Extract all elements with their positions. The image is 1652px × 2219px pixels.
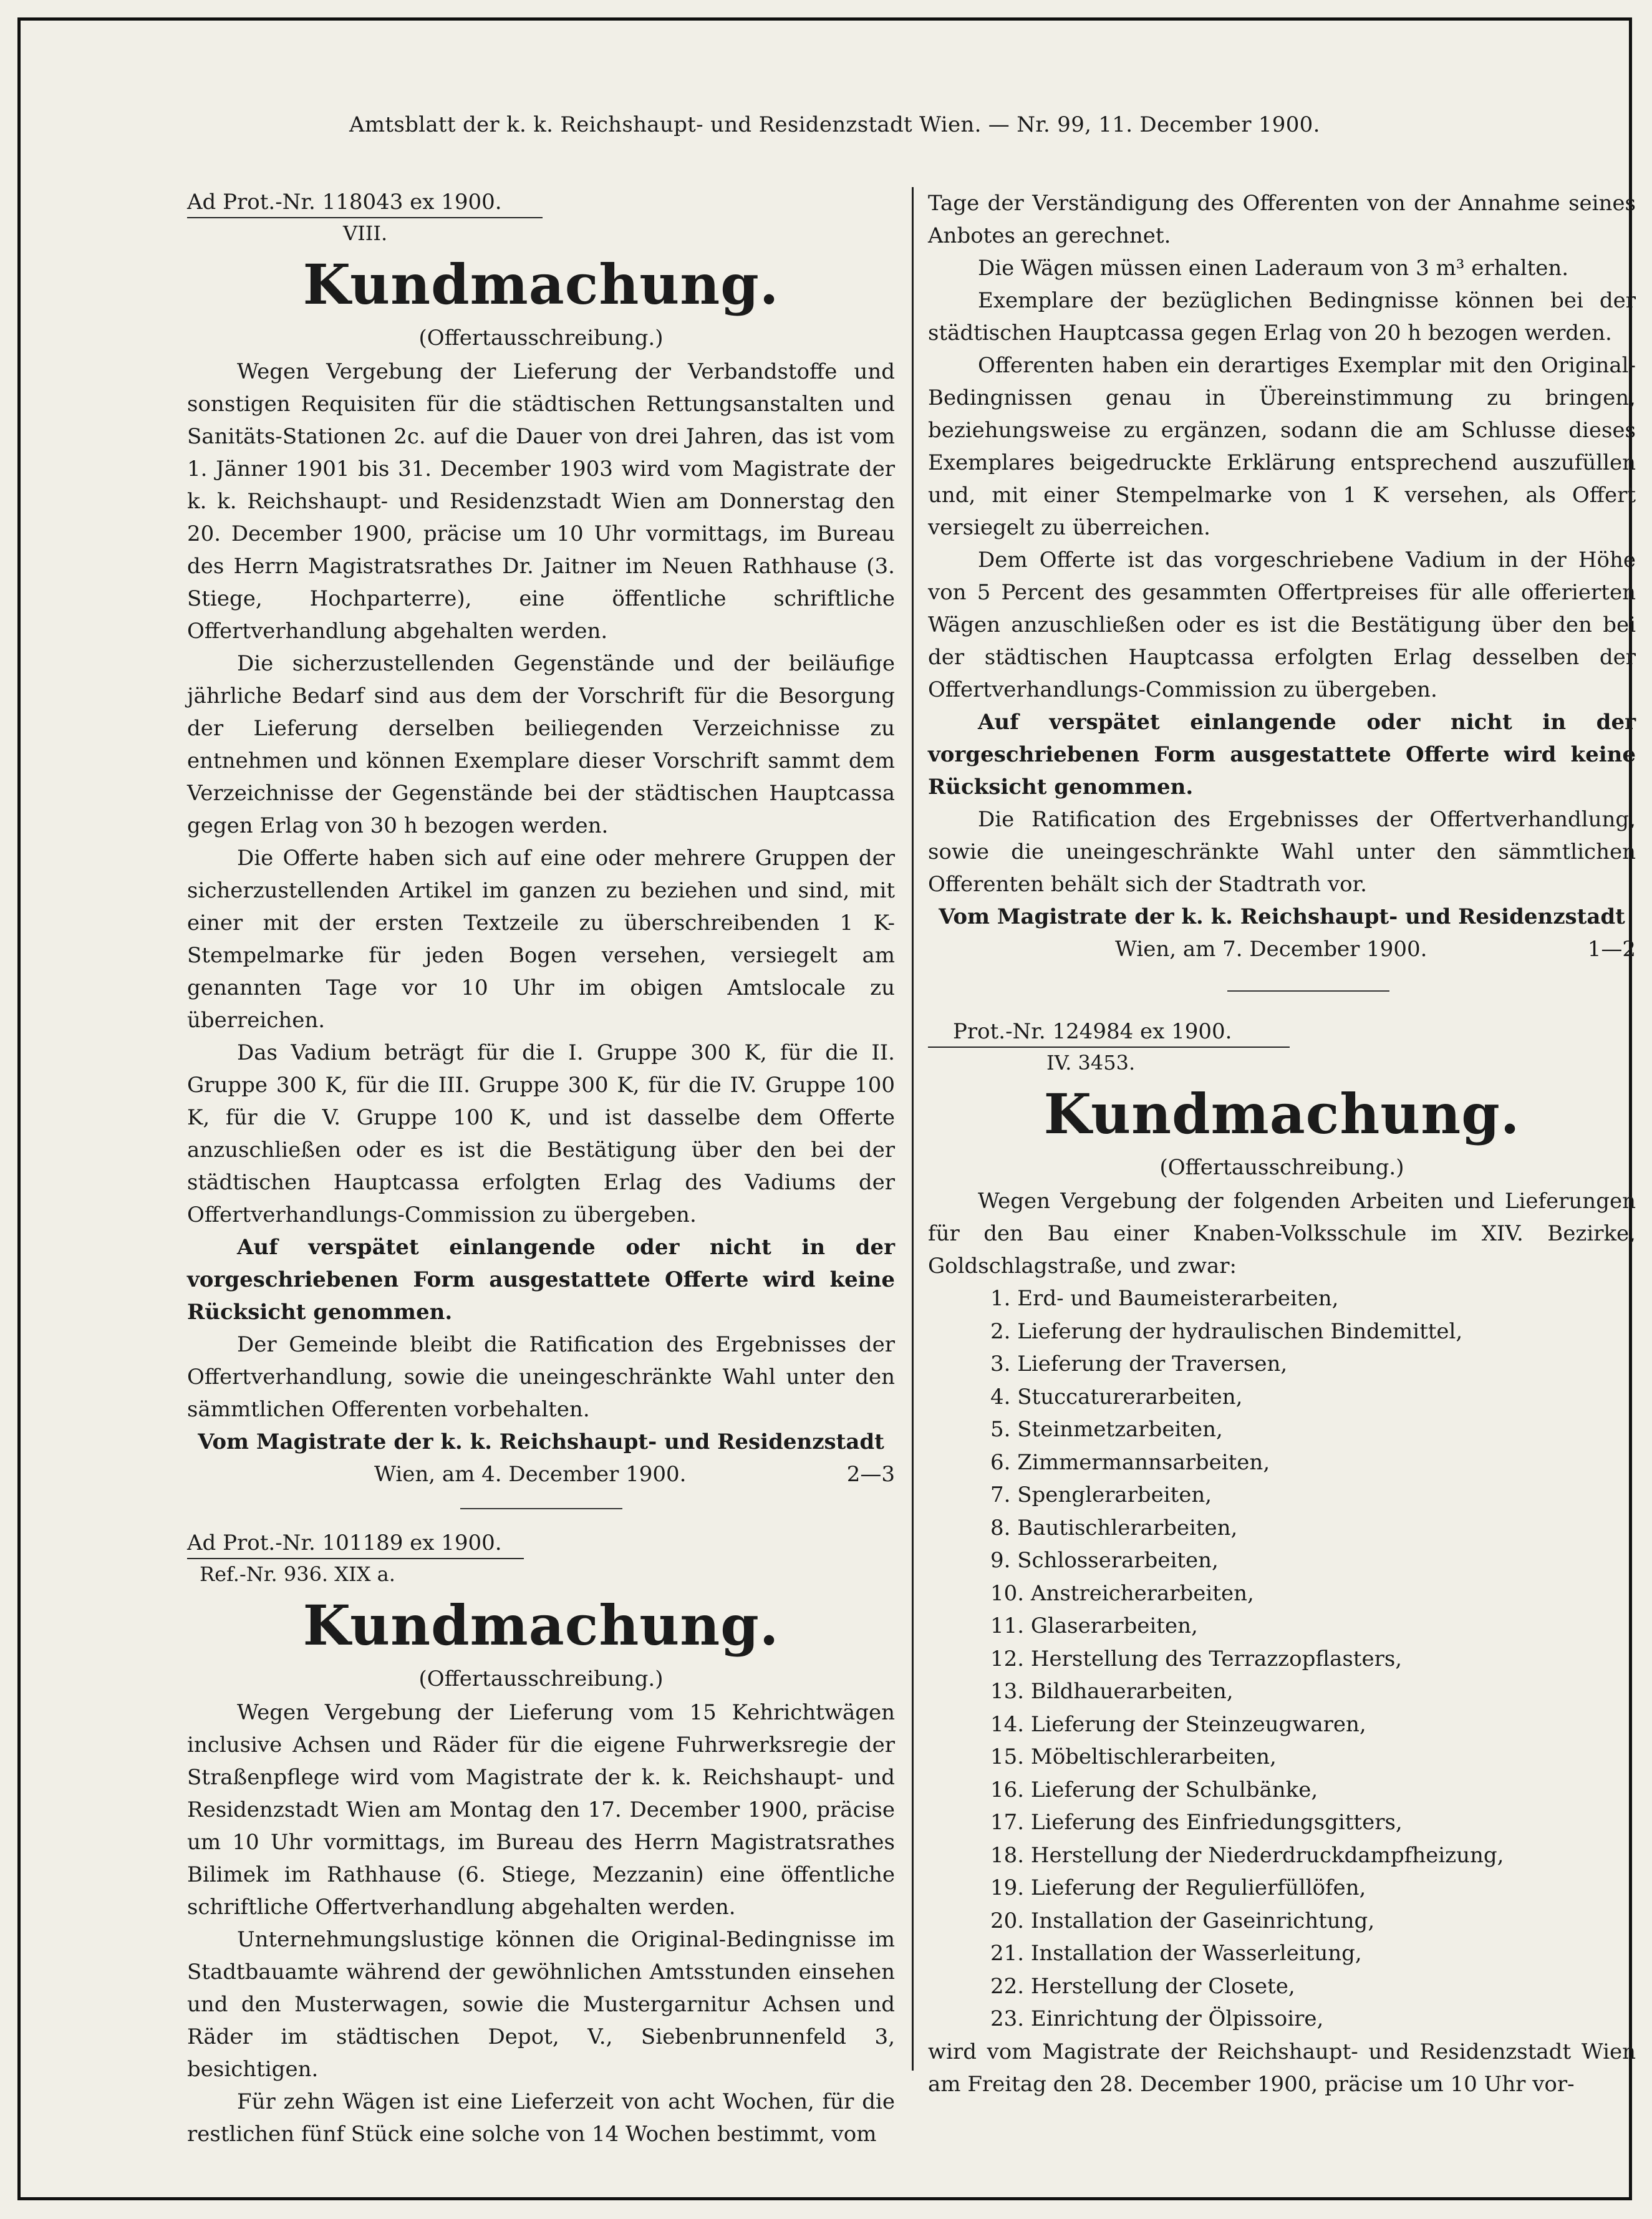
list-item: 9. Schlosserarbeiten, [990, 1548, 1219, 1573]
notice2-title: Kundmachung. [302, 1593, 780, 1658]
notice1-paragraph-2: Die sicherzustellenden Gegenstände und der beiläufige jährliche Bedarf sind aus dem der Vorschrift für die Besorgung der Lieferung derselben beiliegenden Verzeichnisse zu entnehmen und können Exemplare dieser Vorschrift sammt dem Verzeichnisse der Gegenstände bei der städtischen Hauptcassa gegen Erlag von 30 h bezogen werden. [187, 651, 895, 838]
list-item: 1. Erd- und Baumeisterarbeiten, [990, 1286, 1339, 1311]
list-item: 6. Zimmermannsarbeiten, [990, 1449, 1270, 1475]
notice3-reference [928, 1017, 1636, 1078]
list-item: 12. Herstellung des Terrazzopflasters, [990, 1646, 1403, 1671]
list-item: 17. Lieferung des Einfriedungsgitters, [990, 1810, 1403, 1835]
notice2-paragraph-1: Wegen Vergebung der Lieferung vom 15 Kehrichtwägen inclusive Achsen und Räder für die eigene Fuhrwerksregie der Straßenpflege wird vom Magistrate der k. k. Reichshaupt- und Residenzstadt Wien am Montag den 17. December 1900, präcise um 10 Uhr vormittags, im Bureau des Herrn Magistratsrathes Bilimek im Rathhause (6. Stiege, Mezzanin) eine öffentliche schriftliche Offertverhandlung abgehalten werden. [187, 1700, 895, 1920]
left-column [187, 187, 895, 2150]
notice1-reference [187, 187, 895, 248]
list-item: 22. Herstellung der Closete, [990, 1973, 1295, 1999]
notice1-section: VIII. [343, 221, 388, 245]
notice1-paragraph-5-text: Auf verspätet einlangende oder nicht in der vorgeschriebenen Form ausgestattete Offerte wird keine Rücksicht genommen. [187, 1235, 895, 1325]
notice1-issue-number: 2—3 [846, 1462, 895, 1487]
list-item: 2. Lieferung der hydraulischen Bindemittel, [990, 1318, 1463, 1344]
notice-separator [460, 1508, 622, 1509]
notice3-title: Kundmachung. [1043, 1081, 1520, 1146]
notice1-protocol-number: Ad Prot.-Nr. 118043 ex 1900. [187, 187, 543, 218]
notice2-paragraph-3-continued: Tage der Verständigung des Offerenten von der Annahme seines Anbotes an gerechnet. [928, 191, 1636, 248]
notice2-paragraph-8 [928, 706, 1636, 803]
right-column [928, 187, 1636, 2101]
notice1-paragraph-1: Wegen Vergebung der Lieferung der Verbandstoffe und sonstigen Requisiten für die städtischen Rettungsanstalten und Sanitäts-Stationen 2c. auf die Dauer von drei Jahren, das ist vom 1. Jänner 1901 bis 31. December 1903 wird vom Magistrate der k. k. Reichshaupt- und Residenzstadt Wien am Donnerstag den 20. December 1900, präcise um 10 Uhr vormittags, im Bureau des Herrn Magistratsrathes Dr. Jaitner im Neuen Rathhause (3. Stiege, Hochparterre), eine öffentliche schriftliche Offertverhandlung abgehalten werden. [187, 359, 895, 644]
notice2-paragraph-6: Offerenten haben ein derartiges Exemplar mit den Original-Bedingnissen genau in Übereinstimmung zu bringen, beziehungsweise zu ergänzen, sodann die am Schlusse dieses Exemplares beigedruckte Erklärung entsprechend auszufüllen und, mit einer Stempelmarke von 1 K versehen, als Offert versiegelt zu überreichen. [928, 353, 1636, 540]
column-divider [912, 187, 914, 2071]
notice3-section: IV. 3453. [1046, 1051, 1136, 1075]
notice2-place-date: Wien, am 7. December 1900. [1115, 937, 1427, 962]
list-item: 21. Installation der Wasserleitung, [990, 1941, 1362, 1966]
page-header: Amtsblatt der k. k. Reichshaupt- und Residenzstadt Wien. — Nr. 99, 11. December 1900. [349, 112, 1320, 137]
notice2-paragraph-5: Exemplare der bezüglichen Bedingnisse können bei der städtischen Hauptcassa gegen Erlag von 20 h bezogen werden. [928, 288, 1636, 346]
list-item: 16. Lieferung der Schulbänke, [990, 1777, 1318, 1802]
notice2-paragraph-7: Dem Offerte ist das vorgeschriebene Vadium in der Höhe von 5 Percent des gesammten Offertpreises für alle offerierten Wägen anzuschließen oder es ist die Bestätigung über den bei der städtischen Hauptcassa erfolgten Erlag desselben der Offertverhandlungs-Commission zu übergeben. [928, 548, 1636, 702]
list-item: 10. Anstreicherarbeiten, [990, 1580, 1254, 1606]
list-item: 13. Bildhauerarbeiten, [990, 1679, 1234, 1704]
notice1-paragraph-6: Der Gemeinde bleibt die Ratification des Ergebnisses der Offertverhandlung, sowie die uneingeschränkte Wahl unter den sämmtlichen Offerenten vorbehalten. [187, 1332, 895, 1422]
notice1-subtitle: (Offertausschreibung.) [418, 326, 664, 350]
list-item: 5. Steinmetzarbeiten, [990, 1417, 1223, 1442]
list-item: 20. Installation der Gaseinrichtung, [990, 1908, 1375, 1933]
notice1-place-date: Wien, am 4. December 1900. [374, 1462, 687, 1487]
notice2-paragraph-4: Die Wägen müssen einen Laderaum von 3 m³ erhalten. [978, 256, 1569, 281]
notice2-date-row [928, 933, 1636, 965]
notice1-paragraph-3: Die Offerte haben sich auf eine oder mehrere Gruppen der sicherzustellenden Artikel im ganzen zu beziehen und sind, mit einer mit der ersten Textzeile zu überschreibenden 1 K-Stempelmarke für jeden Bogen versehen, versiegelt am genannten Tage vor 10 Uhr im obigen Amtslocale zu überreichen. [187, 846, 895, 1033]
list-item: 15. Möbeltischlerarbeiten, [990, 1744, 1277, 1769]
notice2-paragraph-9: Die Ratification des Ergebnisses der Offertverhandlung, sowie die uneingeschränkte Wahl unter den sämmtlichen Offerenten behält sich der Stadtrath vor. [928, 807, 1636, 897]
notice3-outro: wird vom Magistrate der Reichshaupt- und Residenzstadt Wien am Freitag den 28. December 1900, präcise um 10 Uhr vor- [928, 2039, 1636, 2097]
list-item: 4. Stuccaturerarbeiten, [990, 1384, 1243, 1409]
list-item: 19. Lieferung der Regulierfüllöfen, [990, 1875, 1366, 1900]
notice2-protocol-number: Ad Prot.-Nr. 101189 ex 1900. [187, 1528, 524, 1559]
notice1-title: Kundmachung. [302, 252, 780, 317]
list-item: 23. Einrichtung der Ölpissoire, [990, 2006, 1324, 2031]
notice2-reference [187, 1528, 895, 1589]
notice3-work-list [928, 1282, 1636, 2036]
list-item: 3. Lieferung der Traversen, [990, 1351, 1288, 1376]
notice1-date-row [187, 1458, 895, 1491]
list-item: 8. Bautischlerarbeiten, [990, 1515, 1238, 1540]
notice1-paragraph-5 [187, 1231, 895, 1328]
list-item: 14. Lieferung der Steinzeugwaren, [990, 1711, 1366, 1737]
notice-separator [1227, 990, 1389, 992]
notice2-section: Ref.-Nr. 936. XIX a. [200, 1562, 395, 1586]
notice3-intro: Wegen Vergebung der folgenden Arbeiten und Lieferungen für den Bau einer Knaben-Volksschule im XIV. Bezirke, Goldschlagstraße, und zwar: [928, 1189, 1636, 1279]
notice1-signature-text: Vom Magistrate der k. k. Reichshaupt- und Residenzstadt [198, 1429, 884, 1454]
notice2-paragraph-8-text: Auf verspätet einlangende oder nicht in der vorgeschriebenen Form ausgestattete Offerte wird keine Rücksicht genommen. [928, 710, 1636, 800]
notice2-paragraph-2: Unternehmungslustige können die Original-Bedingnisse im Stadtbauamte während der gewöhnlichen Amtsstunden einsehen und den Musterwagen, sowie die Mustergarnitur Achsen und Räder im städtischen Depot, V., Siebenbrunnenfeld 3, besichtigen. [187, 1927, 895, 2082]
notice2-issue-number: 1—2 [1587, 937, 1636, 962]
notice1-paragraph-4: Das Vadium beträgt für die I. Gruppe 300 K, für die II. Gruppe 300 K, für die III. Gruppe 300 K, für die IV. Gruppe 100 K, für die V. Gruppe 100 K, und ist dasselbe dem Offerte anzuschließen oder es ist die Bestätigung über den bei der städtischen Hauptcassa erfolgten Erlag des Vadiums der Offertverhandlungs-Commission zu übergeben. [187, 1040, 895, 1227]
notice2-subtitle: (Offertausschreibung.) [418, 1666, 664, 1691]
list-item: 7. Spenglerarbeiten, [990, 1482, 1212, 1507]
list-item: 18. Herstellung der Niederdruckdampfheizung, [990, 1842, 1504, 1868]
notice2-signature [928, 901, 1636, 933]
notice3-protocol-number: Prot.-Nr. 124984 ex 1900. [928, 1017, 1290, 1048]
list-item: 11. Glaserarbeiten, [990, 1613, 1198, 1638]
notice3-subtitle: (Offertausschreibung.) [1159, 1155, 1404, 1180]
notice2-signature-text: Vom Magistrate der k. k. Reichshaupt- und Residenzstadt [939, 904, 1625, 929]
notice1-signature [187, 1426, 895, 1458]
notice2-paragraph-3: Für zehn Wägen ist eine Lieferzeit von acht Wochen, für die restlichen fünf Stück eine solche von 14 Wochen bestimmt, vom [187, 2089, 895, 2147]
